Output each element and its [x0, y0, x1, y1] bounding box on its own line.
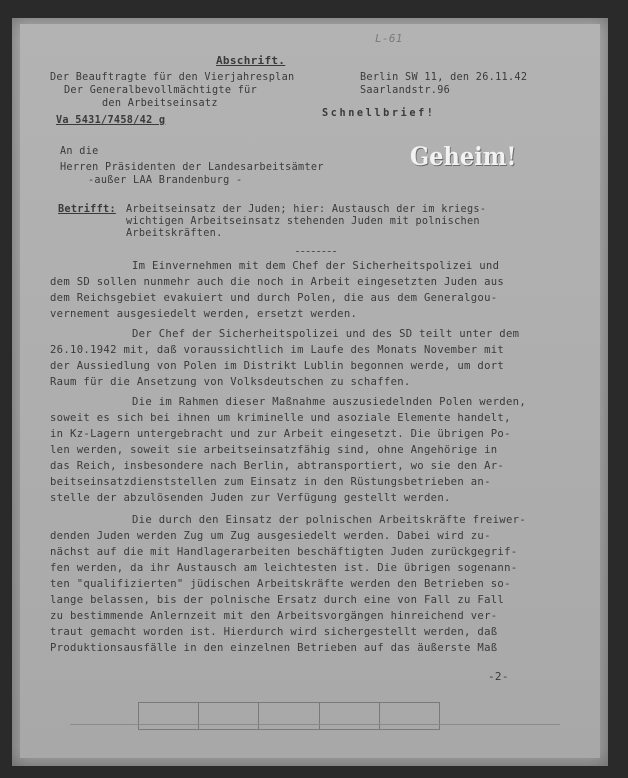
- document-paper: [20, 24, 600, 758]
- stamp-cell: [259, 703, 319, 729]
- body-line: fen werden, da ihr Austausch am leichtesten ist. Die übrigen sogenann-: [50, 562, 518, 574]
- reference-number: Va 5431/7458/42 g: [56, 115, 166, 126]
- street-address: Saarlandstr.96: [360, 85, 451, 96]
- body-line: soweit es sich bei ihnen um kriminelle und asoziale Elemente handelt,: [50, 412, 511, 424]
- body-line: vernement ausgesiedelt werden, ersetzt werden.: [50, 308, 358, 320]
- recipient-line-2: Herren Präsidenten der Landesarbeitsämter: [60, 162, 324, 173]
- subject-line-2: wichtigen Arbeitseinsatz stehenden Juden mit polnischen: [126, 216, 480, 227]
- margin-note: L-61: [375, 32, 403, 45]
- stamp-cell: [380, 703, 439, 729]
- body-line: Der Chef der Sicherheitspolizei und des SD teilt unter dem: [132, 328, 520, 340]
- body-line: traut gemacht worden ist. Hierdurch wird sichergestellt werden, daß: [50, 626, 498, 638]
- body-line: das Reich, insbesondere nach Berlin, abtransportiert, wo sie den Ar-: [50, 460, 505, 472]
- classification-stamp: Geheim!: [410, 142, 517, 171]
- body-line: dem SD sollen nunmehr auch die noch in Arbeit eingesetzten Juden aus: [50, 276, 505, 288]
- body-line: 26.10.1942 mit, daß voraussichtlich im Laufe des Monats November mit: [50, 344, 505, 356]
- section-divider: [296, 251, 336, 252]
- sender-line-1: Der Beauftragte für den Vierjahresplan: [50, 72, 295, 83]
- sender-line-3: den Arbeitseinsatz: [102, 98, 218, 109]
- body-line: Produktionsausfälle in den einzelnen Betrieben auf das äußerste Maß: [50, 642, 498, 654]
- archive-stamp-box: [138, 702, 440, 730]
- subject-line-3: Arbeitskräften.: [126, 228, 223, 239]
- body-line: denden Juden werden Zug um Zug ausgesiedelt werden. Dabei wird zu-: [50, 530, 491, 542]
- place-date: Berlin SW 11, den 26.11.42: [360, 72, 528, 83]
- sender-line-2: Der Generalbevollmächtigte für: [64, 85, 258, 96]
- body-line: in Kz-Lagern untergebracht und zur Arbeit eingesetzt. Die übrigen Po-: [50, 428, 511, 440]
- document-title: Abschrift.: [216, 54, 286, 67]
- subject-line-1: Arbeitseinsatz der Juden; hier: Austausch der im kriegs-: [126, 204, 487, 215]
- body-line: len werden, soweit sie arbeitseinsatzfähig sind, ohne Angehörige in: [50, 444, 498, 456]
- recipient-line-3: -außer LAA Brandenburg -: [88, 175, 243, 186]
- subject-label: Betrifft:: [58, 204, 116, 215]
- body-line: Raum für die Ansetzung von Volksdeutschen zu schaffen.: [50, 376, 411, 388]
- mail-type: Schnellbrief!: [322, 108, 436, 119]
- page-marker: -2-: [488, 670, 509, 683]
- stamp-cell: [320, 703, 380, 729]
- body-line: nächst auf die mit Handlagerarbeiten beschäftigten Juden zurückgegrif-: [50, 546, 518, 558]
- body-line: Die im Rahmen dieser Maßnahme auszusiedelnden Polen werden,: [132, 396, 526, 408]
- stamp-cell: [139, 703, 199, 729]
- body-line: Die durch den Einsatz der polnischen Arbeitskräfte freiwer-: [132, 514, 526, 526]
- body-line: zu bestimmende Anlernzeit mit den Arbeitsvorgängen hinreichend ver-: [50, 610, 498, 622]
- body-line: Im Einvernehmen mit dem Chef der Sicherheitspolizei und: [132, 260, 500, 272]
- document-sheet: [12, 18, 608, 766]
- body-line: ten "qualifizierten" jüdischen Arbeitskräfte werden den Betrieben so-: [50, 578, 511, 590]
- body-line: dem Reichsgebiet evakuiert und durch Polen, die aus dem Generalgou-: [50, 292, 498, 304]
- body-line: stelle der abzulösenden Juden zur Verfügung gestellt werden.: [50, 492, 451, 504]
- body-line: beitseinsatzdienststellen zum Einsatz in den Rüstungsbetrieben an-: [50, 476, 491, 488]
- bottom-rule: [70, 724, 560, 725]
- stamp-cell: [199, 703, 259, 729]
- recipient-line-1: An die: [60, 146, 99, 157]
- body-line: lange belassen, bis der polnische Ersatz durch eine von Fall zu Fall: [50, 594, 505, 606]
- body-line: der Aussiedlung von Polen im Distrikt Lublin begonnen werde, um dort: [50, 360, 505, 372]
